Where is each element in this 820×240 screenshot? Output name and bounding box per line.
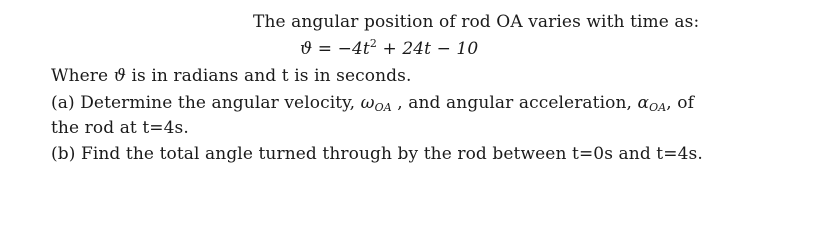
alpha-symbol: α — [637, 93, 650, 113]
variable-definition — [51, 65, 411, 87]
angular-position-equation — [300, 38, 478, 60]
omega-symbol: ω — [360, 93, 375, 113]
theta-symbol: ϑ — [300, 39, 313, 59]
omega-subscript: OA — [374, 101, 392, 114]
equation-exponent: 2 — [369, 37, 377, 50]
part-a-question — [51, 92, 694, 114]
part-b-question: (b) Find the total angle turned through by the rod between t=0s and t=4s. — [51, 144, 703, 164]
theta-symbol-inline: ϑ — [113, 66, 126, 86]
where-pre: Where — [51, 66, 114, 86]
part-a-post: , of — [666, 93, 695, 113]
part-a-pre: (a) Determine the angular velocity, — [51, 93, 361, 113]
equals-sign: = — [317, 39, 333, 59]
equation-rest: + 24t − 10 — [376, 39, 479, 59]
where-post: is in radians and t is in seconds. — [125, 66, 412, 86]
problem-intro: The angular position of rod OA varies with time as: — [253, 12, 700, 32]
part-a-mid: , and angular acceleration, — [391, 93, 638, 113]
part-a-continuation: the rod at t=4s. — [51, 118, 189, 138]
alpha-subscript: OA — [649, 101, 667, 114]
equation-term1: −4t — [337, 39, 370, 59]
